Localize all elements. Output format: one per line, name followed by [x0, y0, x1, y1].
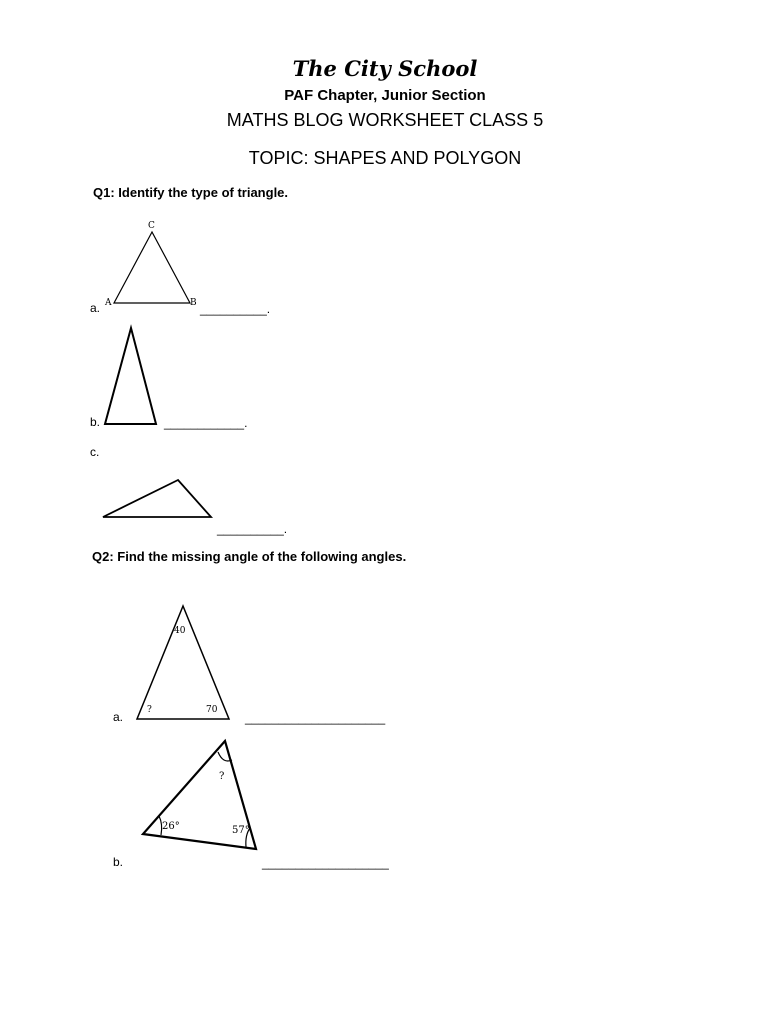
worksheet-title: MATHS BLOG WORKSHEET CLASS 5 — [226, 110, 544, 130]
vertex-c-label: C — [148, 221, 155, 231]
angle-top-label: 40 — [174, 626, 186, 636]
q1-c-triangle — [95, 472, 220, 524]
q1-a-label: a. — [90, 301, 101, 315]
q1-b-triangle — [100, 322, 165, 432]
vertex-a-label: A — [105, 298, 112, 308]
topic-title: TOPIC: SHAPES AND POLYGON — [248, 148, 522, 168]
q1-c-answer-blank[interactable]: __________. — [217, 522, 288, 536]
q2-a-answer-blank[interactable]: _____________________ — [245, 711, 386, 725]
q1-c-label: c. — [90, 445, 100, 459]
chapter-title: PAF Chapter, Junior Section — [284, 87, 486, 104]
angle-top-label: ? — [219, 771, 225, 782]
q2-b-label: b. — [113, 855, 124, 869]
question-2: Q2: Find the missing angle of the following angles. — [92, 549, 407, 564]
q1-b-label: b. — [90, 415, 101, 429]
angle-right-label: 57° — [232, 825, 250, 836]
vertex-b-label: B — [190, 298, 197, 308]
q1-a-triangle — [100, 215, 210, 310]
q2-b-answer-blank[interactable]: ___________________ — [262, 856, 389, 870]
question-1: Q1: Identify the type of triangle. — [93, 185, 289, 200]
q2-a-label: a. — [113, 710, 124, 724]
angle-left-label: 26° — [162, 821, 180, 832]
q2-a-triangle — [125, 598, 245, 726]
angle-left-label: ? — [147, 705, 152, 715]
q2-b-triangle — [135, 732, 265, 857]
angle-right-label: 70 — [206, 705, 218, 715]
q1-a-answer-blank[interactable]: __________. — [200, 302, 271, 316]
q1-b-answer-blank[interactable]: ____________. — [164, 416, 248, 430]
school-name: The City School — [292, 56, 478, 81]
